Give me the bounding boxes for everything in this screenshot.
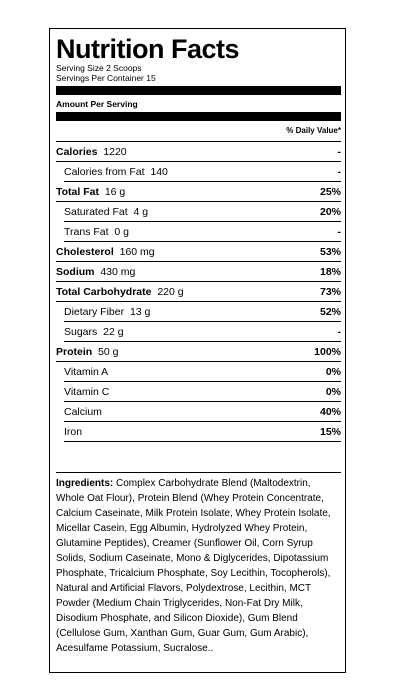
nutrient-amount: 16 g: [104, 185, 126, 198]
ingredients-label: Ingredients:: [56, 478, 114, 489]
daily-value-header: % Daily Value*: [56, 121, 341, 142]
nutrient-name: [64, 206, 148, 218]
nutrient-daily-value: 53%: [319, 245, 341, 258]
nutrient-amount: 50 g: [98, 345, 119, 358]
nutrient-label: Calories: [56, 145, 98, 158]
nutrient-row: [56, 242, 341, 262]
nutrient-row: [64, 362, 341, 382]
nutrient-label: Total Carbohydrate: [56, 285, 152, 298]
nutrient-daily-value: 20%: [319, 205, 341, 218]
nutrient-daily-value: -: [337, 225, 341, 238]
nutrient-daily-value: -: [337, 165, 341, 178]
nutrient-daily-value: 73%: [319, 285, 341, 298]
nutrition-facts-label: [49, 28, 346, 673]
nutrient-daily-value: 25%: [319, 185, 341, 198]
nutrient-label: Iron: [64, 425, 83, 438]
nutrient-row: [56, 262, 341, 282]
ingredients-text: Complex Carbohydrate Blend (Maltodextrin, Whole Oat Flour), Protein Blend (Whey Protein Concentrate, Calcium Caseinate, Milk Protein Isolate, Whey Protein Isolate, Micellar Casein, Egg Albumin, Hydrolyzed Whey Protein, Glutamine Peptides), Creamer (Sunflower Oil, Corn Syrup Solids, Sodium Caseinate, Mono & Diglycerides, Dipotassium Phosphate, Tricalcium Phosphate, Soy Lecithin, Tocopherols), Natural and Artificial Flavors, Polydextrose, Lecithin, MCT Powder (Medium Chain Triglycerides, Non-Fat Dry Milk, Disodium Phosphate, and Silicon Dioxide), Gum Blend (Cellulose Gum, Xanthan Gum, Guar Gum, Gum Arabic), Acesulfame Potassium, Sucralose..: [56, 478, 331, 654]
nutrient-label: Vitamin C: [64, 385, 110, 398]
nutrient-label: Calcium: [64, 405, 102, 418]
nutrient-row: [56, 282, 341, 302]
nutrient-row: [64, 322, 341, 342]
ingredients-section: [56, 472, 341, 656]
nutrient-daily-value: 0%: [325, 385, 341, 398]
nutrient-name: [56, 266, 135, 278]
nutrient-row: [64, 422, 341, 442]
nutrient-name: [64, 366, 108, 378]
label-title: Nutrition Facts: [56, 34, 240, 64]
nutrient-name: [64, 166, 168, 178]
thick-divider: [56, 86, 341, 95]
nutrient-amount: 140: [150, 165, 168, 178]
nutrient-amount: 0 g: [114, 225, 129, 238]
nutrient-daily-value: -: [337, 325, 341, 338]
nutrient-label: Total Fat: [56, 185, 99, 198]
nutrient-row: [64, 162, 341, 182]
nutrient-amount: 13 g: [129, 305, 151, 318]
nutrient-row: [64, 202, 341, 222]
nutrient-label: Vitamin A: [64, 365, 109, 378]
nutrient-amount: 4 g: [133, 205, 149, 218]
nutrient-name: [64, 306, 150, 318]
nutrient-row: [64, 402, 341, 422]
nutrient-daily-value: -: [337, 145, 341, 158]
nutrient-label: Calories from Fat: [64, 165, 145, 178]
nutrient-amount: 22 g: [103, 325, 124, 338]
nutrient-label: Trans Fat: [64, 225, 109, 238]
servings-per-container: Servings Per Container 15: [56, 73, 156, 83]
nutrient-row: [64, 222, 341, 242]
nutrient-name: [64, 426, 82, 438]
nutrient-daily-value: 52%: [319, 305, 341, 318]
nutrient-name: [64, 386, 109, 398]
nutrient-name: [56, 286, 184, 298]
nutrient-label: Sugars: [64, 325, 98, 338]
nutrient-daily-value: 18%: [319, 265, 341, 278]
amount-per-serving: Amount Per Serving: [56, 99, 138, 109]
nutrient-amount: 160 mg: [119, 245, 155, 258]
nutrient-daily-value: 100%: [314, 345, 341, 358]
nutrient-row: [56, 182, 341, 202]
nutrient-name: [64, 226, 129, 238]
nutrient-name: [56, 146, 127, 158]
nutrient-daily-value: 40%: [319, 405, 341, 418]
nutrient-rows: [56, 142, 341, 442]
nutrient-name: [56, 246, 155, 258]
nutrient-label: Saturated Fat: [64, 205, 128, 218]
nutrient-daily-value: 0%: [325, 365, 341, 378]
nutrient-label: Protein: [56, 345, 93, 358]
nutrient-label: Dietary Fiber: [64, 305, 125, 318]
nutrient-daily-value: 15%: [319, 425, 341, 438]
nutrient-name: [64, 406, 102, 418]
nutrient-row: [56, 142, 341, 162]
nutrient-label: Sodium: [56, 265, 95, 278]
nutrient-amount: 430 mg: [100, 265, 136, 278]
nutrient-row: [64, 382, 341, 402]
nutrient-amount: 220 g: [157, 285, 184, 298]
nutrient-row: [64, 302, 341, 322]
nutrient-amount: 1220: [103, 145, 127, 158]
nutrient-label: Cholesterol: [56, 245, 114, 258]
nutrient-name: [56, 346, 118, 358]
nutrient-row: [56, 342, 341, 362]
serving-size: Serving Size 2 Scoops: [56, 63, 142, 73]
nutrient-name: [56, 186, 125, 198]
thick-divider: [56, 112, 341, 121]
nutrient-name: [64, 326, 124, 338]
